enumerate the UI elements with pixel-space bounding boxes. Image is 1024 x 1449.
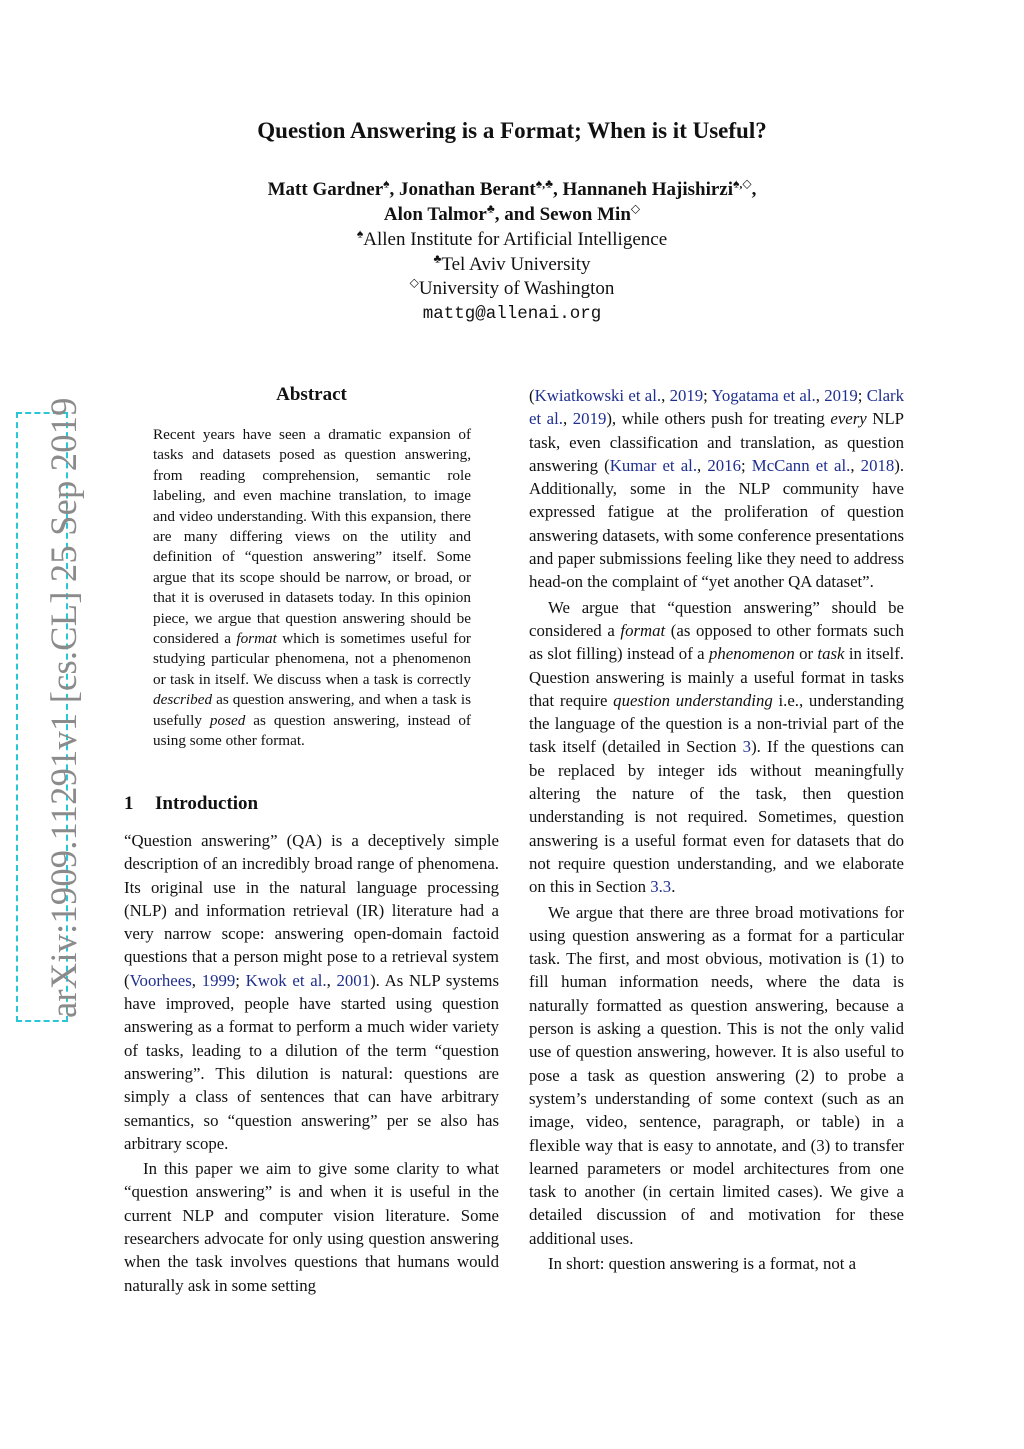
arxiv-stamp: arXiv:1909.11291v1 [cs.CL] 25 Sep 2019 bbox=[43, 397, 84, 1018]
text-run: as question answering, instead of using some other format. bbox=[153, 711, 471, 750]
text-run: in itself. Question answering is mainly a useful format in tasks that require bbox=[529, 644, 904, 710]
citation-link[interactable]: 1999 bbox=[201, 970, 236, 990]
paragraph bbox=[529, 384, 904, 594]
paragraph: In this paper we aim to give some clarity to what “question answering” is and when it is useful in the current NLP and computer vision literature. Some researchers advocate for only using question answering when the task involves questions that humans would naturally ask in some setting bbox=[124, 1159, 499, 1295]
affiliation-mark: ◇ bbox=[630, 201, 641, 216]
author-separator: , and bbox=[494, 203, 540, 225]
text-run: ). As NLP systems have improved, people have started using question answering as a format to perform a much wider variety of tasks, leading to a dilution of the term “question answering”. This dilution is natural: questions are simply a class of sentences that can have arbitrary semantics, so “question answering” per se also has arbitrary scope. bbox=[124, 970, 500, 1153]
section-link[interactable]: 3 bbox=[742, 737, 752, 757]
affiliation-mark: ◇ bbox=[409, 275, 419, 290]
text-run: , bbox=[563, 409, 573, 429]
paragraph: We argue that there are three broad motivations for using question answering as a format for a particular task. The first, and most obvious, motivation is (1) to fill human information needs, where the data is naturally formatted as question answering, because a person is asking a question. This is not the only valid use of question answering, however. It is also useful to pose a task as question answering (2) to probe a system’s understanding of some context (such as an image, video, sentence, paragraph, or table) in a flexible way that is easy to annotate, and (3) to transfer learned parameters or model architectures from one task to another (in certain limited cases). We give a detailed discussion of and motivation for these additional uses. bbox=[529, 902, 904, 1248]
citation-link[interactable]: Clark et al. bbox=[529, 386, 905, 429]
text-run: i.e., understanding the language of the question is a non-trivial part of the task itself (detailed in Section bbox=[529, 690, 904, 757]
text-run: ; bbox=[703, 386, 712, 405]
author-separator: , bbox=[553, 179, 563, 200]
text-run: , bbox=[850, 455, 861, 475]
paragraph bbox=[124, 829, 499, 1155]
emphasis: format bbox=[620, 620, 666, 640]
author-separator: , bbox=[389, 179, 400, 200]
right-column bbox=[529, 384, 904, 1275]
paper-title: Question Answering is a Format; When is it Useful? bbox=[257, 118, 767, 143]
citation-link[interactable]: Yogatama et al. bbox=[711, 386, 816, 405]
text-run: Recent years have seen a dramatic expansion of tasks and datasets posed as question answering, from reading comprehension, semantic role labeling, and even machine translation, to image and video understanding. With this expansion, there are many differing views on the utility and definition of “question answering” itself. Some argue that its scope should be narrow, or broad, or that it is overused in datasets today. In this opinion piece, we argue that question answering should be considered a bbox=[153, 426, 471, 648]
affiliation-mark: ♠ bbox=[356, 226, 364, 241]
text-run: , bbox=[661, 386, 670, 405]
emphasis: question understanding bbox=[613, 690, 773, 710]
left-column bbox=[124, 829, 499, 1297]
text-run: ; bbox=[740, 455, 752, 475]
section-link[interactable]: 3.3 bbox=[650, 877, 672, 897]
affiliation bbox=[0, 228, 1024, 253]
citation-link[interactable]: Kumar et al. bbox=[609, 455, 698, 475]
text-run: . bbox=[671, 877, 676, 897]
citation-link[interactable]: 2001 bbox=[336, 970, 371, 990]
citation-link[interactable]: McCann et al. bbox=[751, 455, 851, 475]
text-run: ; bbox=[857, 386, 867, 405]
affiliation-mark: ♠ bbox=[383, 176, 390, 191]
text-run: (as opposed to other formats such as slot filling) instead of a bbox=[529, 620, 904, 664]
affiliation-mark: ♠,♣ bbox=[535, 176, 554, 191]
affiliation-mark: ♠,◇ bbox=[733, 176, 752, 191]
author-name: Sewon Min bbox=[539, 203, 631, 225]
affiliation-name: Tel Aviv University bbox=[441, 253, 591, 275]
text-run: ). If the questions can be replaced by integer ids without meaningfully altering the nature of the task, then question understanding is not required. Sometimes, question answering is a useful format even for datasets that do not require question understanding, and we elaborate on this in Section bbox=[529, 737, 904, 897]
affiliation-list bbox=[0, 228, 1024, 326]
text-run: , bbox=[697, 455, 708, 475]
author-name: Alon Talmor bbox=[383, 203, 487, 225]
text-run: as question answering, and when a task is usefully bbox=[153, 691, 471, 729]
affiliation-mark: ♣ bbox=[486, 201, 495, 216]
paragraph bbox=[529, 596, 904, 899]
emphasis: format bbox=[236, 630, 277, 648]
author-name: Hannaneh Hajishirzi bbox=[562, 179, 734, 200]
citation-link[interactable]: Voorhees bbox=[129, 970, 192, 990]
text-run: ( bbox=[529, 386, 535, 405]
emphasis: posed bbox=[209, 711, 246, 729]
paragraph: In short: question answering is a format, not a bbox=[548, 1253, 857, 1273]
citation-link[interactable]: Kwok et al. bbox=[245, 970, 327, 990]
affiliation-name: Allen Institute for Artificial Intelligence bbox=[363, 229, 668, 250]
affiliation-mark: ♣ bbox=[433, 251, 442, 266]
text-run: , bbox=[815, 386, 825, 405]
text-run: NLP task, even classification and translation, as question answering ( bbox=[529, 409, 904, 475]
text-run: or bbox=[794, 644, 818, 664]
citation-link[interactable]: 2018 bbox=[860, 455, 895, 475]
citation-link[interactable]: 2019 bbox=[669, 386, 704, 405]
emphasis: described bbox=[153, 691, 213, 709]
text-run: , bbox=[191, 970, 202, 990]
text-run: ). Additionally, some in the NLP community have expressed fatigue at the proliferation of question answering datasets, with some conference presentations and paper submissions feeling like they need to address head-on the complaint of “yet another QA dataset”. bbox=[529, 455, 905, 592]
citation-link[interactable]: 2019 bbox=[824, 386, 858, 405]
text-run: , bbox=[326, 970, 337, 990]
text-run: “Question answering” (QA) is a deceptively simple description of an incredibly broad range of phenomena. Its original use in the natural language processing (NLP) and information retrieval (IR) literature had a very narrow scope: answering open-domain factoid questions that a person might pose to a retrieval system ( bbox=[124, 831, 499, 990]
abstract-body bbox=[153, 425, 471, 752]
author-name: Matt Gardner bbox=[267, 179, 384, 200]
citation-link[interactable]: Kwiatkowski et al. bbox=[534, 386, 662, 405]
affiliation-name: University of Washington bbox=[418, 278, 615, 299]
abstract-heading: Abstract bbox=[276, 384, 347, 405]
citation-link[interactable]: 2019 bbox=[572, 409, 607, 429]
text-run: which is sometimes useful for studying particular phenomena, not a phenomenon or task in itself. We discuss when a task is correctly bbox=[153, 630, 471, 688]
section-heading bbox=[124, 793, 258, 815]
author-separator: , bbox=[751, 179, 757, 200]
citation-link[interactable]: 2016 bbox=[707, 455, 741, 475]
text-run: ), while others push for treating bbox=[606, 409, 831, 429]
emphasis: task bbox=[817, 644, 845, 664]
section-title: Introduction bbox=[155, 793, 259, 814]
text-run: We argue that “question answering” should be considered a bbox=[529, 597, 904, 640]
affiliation bbox=[0, 277, 1024, 302]
author-email[interactable]: mattg@allenai.org bbox=[422, 303, 602, 324]
author-list bbox=[0, 178, 1024, 227]
section-number: 1 bbox=[124, 793, 134, 814]
author-name: Jonathan Berant bbox=[399, 179, 536, 200]
emphasis: every bbox=[830, 409, 867, 429]
affiliation bbox=[0, 253, 1024, 278]
emphasis: phenomenon bbox=[708, 644, 795, 664]
text-run: ; bbox=[235, 970, 246, 990]
